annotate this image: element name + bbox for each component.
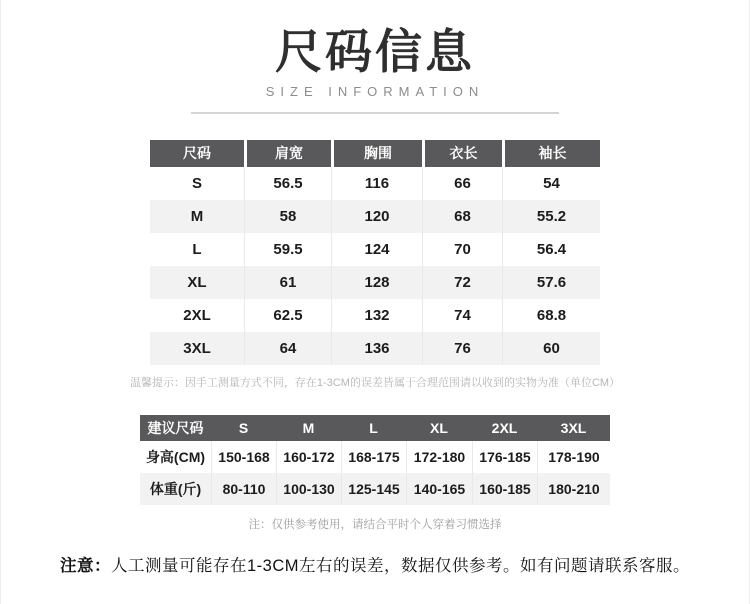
- size-table-row-xl: [150, 266, 600, 299]
- size-label: 2XL: [183, 307, 211, 324]
- size-table-header-cell: 胸围: [331, 140, 422, 167]
- size-value: 68.8: [502, 299, 600, 332]
- weight-range: 160-185: [472, 473, 537, 505]
- size-table-header-row: [150, 140, 600, 167]
- weight-range: 100-130: [276, 473, 341, 505]
- size-value: 66: [422, 167, 502, 200]
- notice-label: 注意：: [59, 557, 111, 575]
- size-value: 116: [331, 167, 422, 200]
- size-measurement-table: [150, 140, 600, 365]
- size-label: S: [191, 175, 202, 192]
- size-table-row-s: [150, 167, 600, 200]
- size-value: 55.2: [502, 200, 600, 233]
- size-value: 64: [244, 332, 331, 365]
- size-value: 58: [244, 200, 331, 233]
- size-value: 136: [331, 332, 422, 365]
- weight-row: [140, 473, 610, 505]
- size-table-header-cell: 尺码: [150, 140, 244, 167]
- suggest-table-header-cell: 2XL: [472, 415, 537, 441]
- size-value: 76: [422, 332, 502, 365]
- title-divider: [191, 112, 559, 114]
- suggested-size-table: [140, 415, 610, 505]
- size-value: 56.5: [244, 167, 331, 200]
- size-value: 70: [422, 233, 502, 266]
- size-label: M: [190, 208, 204, 225]
- suggest-table-header-cell: XL: [406, 415, 472, 441]
- suggest-table-header-row: [140, 415, 610, 441]
- size-table-header-cell: 袖长: [502, 140, 600, 167]
- size-table-row-3xl: [150, 332, 600, 365]
- size-value: 54: [502, 167, 600, 200]
- height-range: 178-190: [537, 441, 610, 473]
- row-label: 身高(CM): [145, 449, 206, 465]
- size-table-row-m: [150, 200, 600, 233]
- size-value: 57.6: [502, 266, 600, 299]
- size-value: 68: [422, 200, 502, 233]
- suggest-table-header-cell: S: [211, 415, 276, 441]
- size-value: 56.4: [502, 233, 600, 266]
- notice-text: 人工测量可能存在1-3CM左右的误差，数据仅供参考。如有问题请联系客服。: [110, 557, 690, 575]
- size-value: 62.5: [244, 299, 331, 332]
- height-range: 160-172: [276, 441, 341, 473]
- weight-range: 140-165: [406, 473, 472, 505]
- size-value: 72: [422, 266, 502, 299]
- weight-range: 80-110: [211, 473, 276, 505]
- weight-range: 180-210: [537, 473, 610, 505]
- size-table-row-2xl: [150, 299, 600, 332]
- measurement-tolerance-note: 温馨提示：因手工测量方式不同，存在1-3CM的误差皆属于合理范围请以收到的实物为准（单位CM）: [129, 377, 621, 389]
- size-value: 132: [331, 299, 422, 332]
- size-value: 124: [331, 233, 422, 266]
- size-label: L: [192, 241, 202, 258]
- weight-range: 125-145: [341, 473, 406, 505]
- size-value: 120: [331, 200, 422, 233]
- size-value: 128: [331, 266, 422, 299]
- size-value: 59.5: [244, 233, 331, 266]
- row-label: 体重(斤): [149, 481, 202, 497]
- bottom-notice: [1, 552, 749, 576]
- size-label: 3XL: [183, 340, 211, 357]
- height-range: 150-168: [211, 441, 276, 473]
- suggest-table-header-cell: 建议尺码: [140, 415, 211, 441]
- size-value: 60: [502, 332, 600, 365]
- height-row: [140, 441, 610, 473]
- size-table-header-cell: 肩宽: [244, 140, 331, 167]
- size-value: 74: [422, 299, 502, 332]
- page-title: 尺码信息: [275, 25, 475, 78]
- size-label: XL: [187, 274, 207, 291]
- suggest-table-header-cell: L: [341, 415, 406, 441]
- size-value: 61: [244, 266, 331, 299]
- height-range: 172-180: [406, 441, 472, 473]
- page-subtitle: SIZE INFORMATION: [265, 84, 485, 99]
- height-range: 168-175: [341, 441, 406, 473]
- size-table-row-l: [150, 233, 600, 266]
- suggest-table-header-cell: 3XL: [537, 415, 610, 441]
- reference-note: 注：仅供参考使用，请结合平时个人穿着习惯选择: [248, 519, 502, 531]
- size-table-header-cell: 衣长: [422, 140, 502, 167]
- suggest-table-header-cell: M: [276, 415, 341, 441]
- height-range: 176-185: [472, 441, 537, 473]
